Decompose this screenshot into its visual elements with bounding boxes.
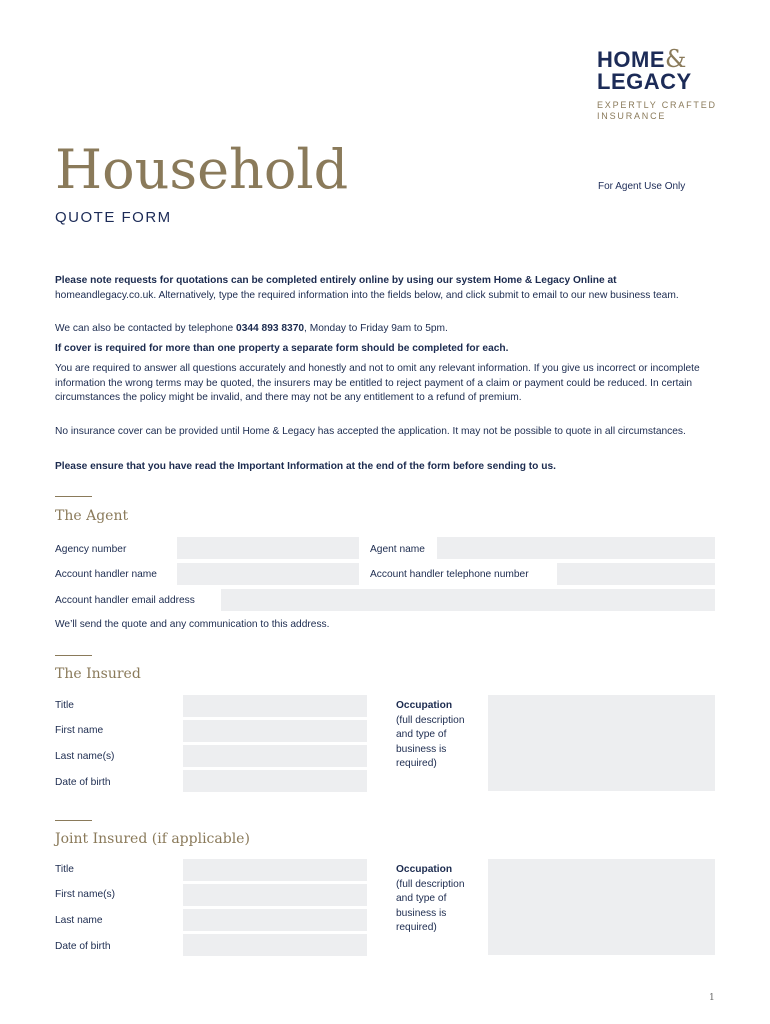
occupation-hint-2: and type of: [396, 893, 447, 904]
occupation-hint-1: (full description: [396, 714, 465, 726]
insured-title-field[interactable]: [183, 695, 367, 717]
agent-email-note: We’ll send the quote and any communication to this address.: [55, 619, 330, 630]
joint-dob-label: Date of birth: [55, 941, 111, 952]
intro-p2: [55, 322, 710, 337]
insured-dob-field[interactable]: [183, 770, 367, 792]
handler-name-field[interactable]: [177, 563, 359, 585]
occupation-heading: Occupation: [396, 864, 453, 875]
occupation-heading: Occupation: [396, 700, 453, 711]
logo-home: HOME: [597, 47, 665, 72]
occupation-hint-4: required): [396, 922, 437, 933]
handler-email-label: Account handler email address: [55, 595, 195, 606]
insured-last-name-field[interactable]: [183, 745, 367, 767]
section-rule: [55, 820, 92, 821]
occupation-hint-2: and type of: [396, 729, 447, 740]
section-title-agent: The Agent: [55, 508, 129, 524]
joint-last-name-label: Last name: [55, 915, 103, 926]
section-title-joint: Joint Insured (if applicable): [55, 831, 250, 847]
joint-title-field[interactable]: [183, 859, 367, 881]
section-rule: [55, 655, 92, 656]
insured-first-name-label: First name: [55, 725, 104, 736]
joint-title-label: Title: [55, 864, 74, 875]
agency-number-field[interactable]: [177, 537, 359, 559]
intro-p5: No insurance cover can be provided until Home & Legacy has accepted the application. It may not be possible to quote in all circumstances.: [55, 426, 686, 437]
section-rule: [55, 496, 92, 497]
occupation-hint-3: business is: [396, 907, 447, 919]
page-title: Household: [55, 138, 349, 201]
occupation-hint-3: business is: [396, 743, 447, 755]
intro-p6: Please ensure that you have read the Important Information at the end of the form before sending to us.: [55, 461, 556, 472]
agency-number-label: Agency number: [55, 544, 127, 555]
intro-p2-text: We can also be contacted by telephone: [55, 323, 237, 334]
insured-occupation-label: [396, 699, 465, 772]
joint-first-name-field[interactable]: [183, 884, 367, 906]
joint-dob-field[interactable]: [183, 934, 367, 956]
phone-number: 0344 893 8370: [236, 323, 305, 334]
logo-tagline-line1: EXPERTLY CRAFTED: [597, 100, 717, 110]
handler-phone-field[interactable]: [557, 563, 715, 585]
intro-p3: If cover is required for more than one property a separate form should be completed for each.: [55, 343, 509, 354]
insured-last-name-label: Last name(s): [55, 751, 115, 762]
insured-first-name-field[interactable]: [183, 720, 367, 742]
handler-phone-label: Account handler telephone number: [370, 569, 529, 580]
logo-tagline: [597, 100, 717, 122]
logo-ampersand: &: [665, 45, 687, 73]
joint-last-name-field[interactable]: [183, 909, 367, 931]
insured-title-label: Title: [55, 700, 74, 711]
logo-tagline-line2: INSURANCE: [597, 111, 667, 121]
page-subtitle: QUOTE FORM: [55, 209, 172, 226]
insured-occupation-field[interactable]: [488, 695, 715, 791]
agent-name-label: Agent name: [370, 544, 425, 555]
joint-occupation-field[interactable]: [488, 859, 715, 955]
agent-name-field[interactable]: [437, 537, 715, 559]
joint-occupation-label: [396, 863, 465, 936]
joint-first-name-label: First name(s): [55, 889, 115, 900]
section-title-insured: The Insured: [55, 666, 141, 682]
logo: [597, 45, 692, 94]
intro-p1: Please note requests for quotations can be completed entirely online by using our system Home & Legacy Online at: [55, 275, 617, 286]
insured-dob-label: Date of birth: [55, 777, 111, 788]
page-number: 1: [709, 993, 715, 1003]
occupation-hint-1: (full description: [396, 878, 465, 890]
agent-use-label: For Agent Use Only: [598, 181, 686, 192]
handler-email-field[interactable]: [221, 589, 715, 611]
logo-legacy: LEGACY: [597, 69, 692, 94]
occupation-hint-4: required): [396, 758, 437, 769]
handler-name-label: Account handler name: [55, 569, 157, 580]
intro-p2-hours: , Monday to Friday 9am to 5pm.: [304, 323, 448, 334]
intro-p1b: homeandlegacy.co.uk. Alternatively, type the required information into the fields below, and click submit to email to our new business team.: [55, 290, 679, 301]
intro-p4: You are required to answer all questions accurately and honestly and not to omit any relevant information. If you give us incorrect or incomplete information the wrong terms may be quoted, the insurers may be entitled to reject payment of a claim or payment could be reduced. In certain circumstances the policy might be invalid, and there may not be any entitlement to a refund of premium.: [55, 363, 700, 403]
